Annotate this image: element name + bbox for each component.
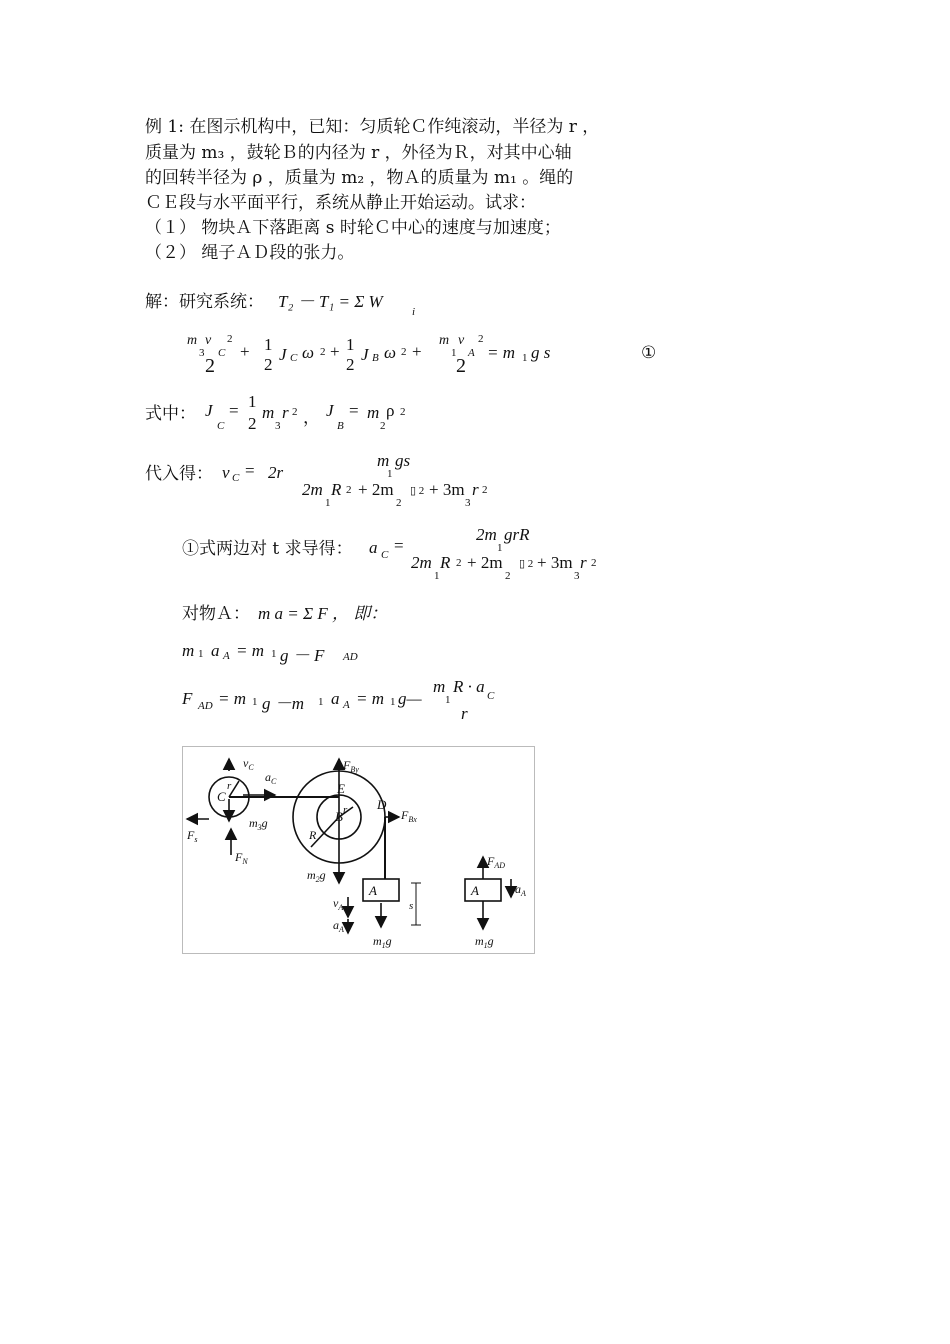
- svg-text:FBx: $F_{Bx}$: [401, 808, 417, 824]
- svg-text:r: r: [227, 780, 232, 792]
- svg-text:E: E: [337, 781, 345, 796]
- svg-text:aC: $a_C$: [265, 770, 277, 786]
- svg-text:FN: $F_N$: [235, 850, 248, 866]
- svg-text:r: r: [343, 804, 348, 816]
- svg-text:Fs: $F_s$: [187, 828, 198, 844]
- svg-text:vC: $v_C$: [243, 756, 254, 772]
- newton-law: m a = Σ F ， 即：: [258, 604, 388, 623]
- svg-text:B: B: [335, 809, 343, 824]
- problem-line-1: 例 1: 在图示机构中，已知：匀质轮Ｃ作纯滚动，半径为 r ，: [145, 117, 600, 137]
- question-2: （２） 绳子ＡＤ段的张力。: [145, 243, 355, 263]
- object-a-label: 对物Ａ：: [182, 604, 250, 624]
- derivative-label: ①式两边对 t 求导得：: [182, 539, 353, 559]
- question-1: （１） 物块Ａ下落距离 s 时轮Ｃ中心的速度与加速度；: [145, 218, 561, 238]
- svg-text:s: s: [409, 900, 414, 912]
- svg-text:vA: $v_A$: [333, 896, 344, 912]
- svg-text:m2g: $m_2g$: [307, 868, 326, 884]
- energy-theorem-sub: i: [412, 306, 416, 318]
- svg-text:aA: $a_A$: [515, 882, 526, 898]
- problem-line-2: 质量为 m₃ ，鼓轮Ｂ的内径为 r ，外径为Ｒ，对其中心轴: [145, 143, 572, 163]
- where-label: 式中：: [145, 404, 196, 424]
- svg-text:FAD: $F_{AD}$: [487, 854, 506, 870]
- problem-line-4: ＣＥ段与水平面平行，系统从静止开始运动。试求：: [145, 193, 536, 213]
- solution-label: 解：研究系统：: [145, 292, 264, 312]
- energy-theorem: T₂ － T₁ = Σ W: [278, 292, 383, 311]
- svg-text:A: A: [369, 883, 377, 898]
- substitution-label: 代入得：: [145, 464, 213, 484]
- svg-text:m3g: $m_3g$: [249, 816, 268, 832]
- svg-text:m1g: $m_1g$: [373, 934, 392, 950]
- mechanism-figure: [182, 746, 535, 954]
- problem-line-3: 的回转半径为 ρ ，质量为 m₂ ，物Ａ的质量为 m₁ 。绳的: [145, 168, 574, 188]
- equation-1-marker: ①: [641, 343, 657, 363]
- svg-text:aA: $a_A$: [333, 918, 344, 934]
- svg-text:D: D: [377, 797, 387, 812]
- mechanism-diagram: [183, 747, 534, 953]
- svg-text:A: A: [471, 883, 479, 898]
- svg-text:FBy: $F_{By}$: [343, 758, 359, 774]
- svg-text:R: R: [309, 828, 317, 842]
- svg-text:C: C: [217, 789, 226, 804]
- svg-text:m1g: $m_1g$: [475, 934, 494, 950]
